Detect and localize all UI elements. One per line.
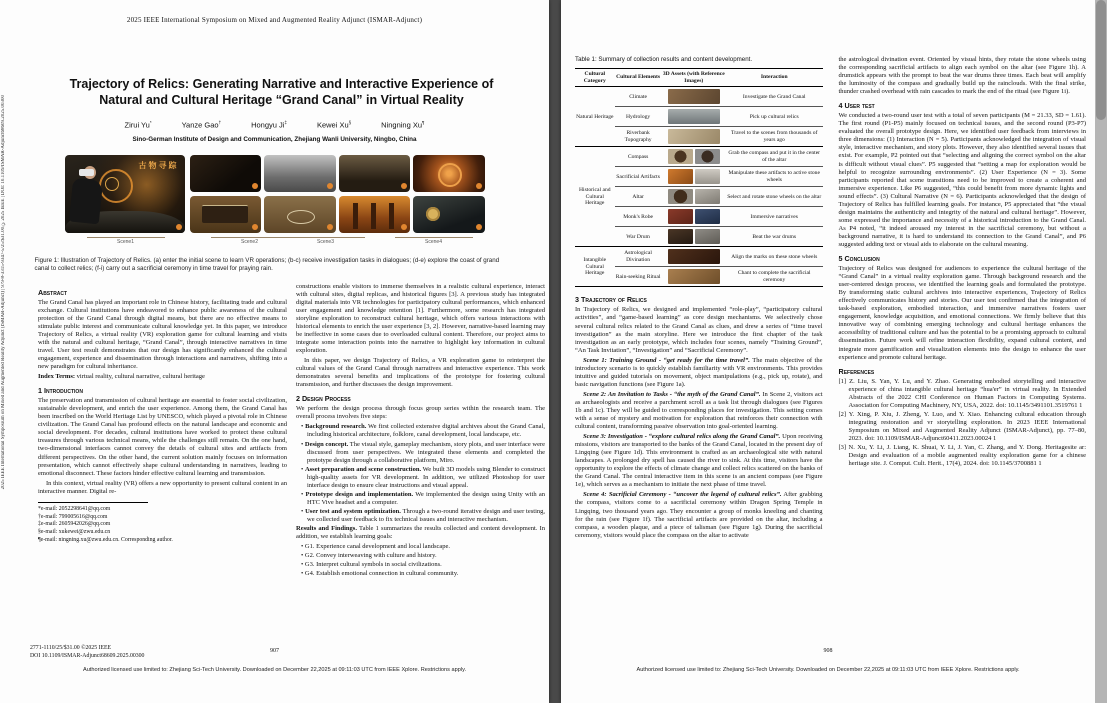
doi-line: DOI 10.1109/ISMAR-Adjunct68609.2025.00300 xyxy=(30,653,145,660)
table-row: Intangible Cultural Heritage Astrological Divination Align the marks on these stone wheels xyxy=(575,247,823,267)
asset-thumbnail xyxy=(668,149,693,164)
asset-thumbnail xyxy=(668,109,720,124)
asset-thumbnail xyxy=(695,189,720,204)
license-notice: Authorized licensed use limited to: Zhejiang Sci-Tech University. Downloaded on December 22,2025 at 09:11:03 UTC from IEEE Xplore. Restrictions apply. xyxy=(82,667,467,673)
abstract-heading: Abstract xyxy=(38,287,68,297)
running-header: 2025 IEEE International Symposium on Mixed and Augmented Reality Adjunct (ISMAR-Adjunct) xyxy=(126,16,423,24)
user-test-paragraph: We conducted a two-round user test with a total of seven participants (M = 21.33, SD = 1.61). The first round (P1-P5) mainly focused on technical issues, and the second round (P3-P7) evaluated the overall prototype design. Here, we identified user feedback from interviews in three dimensions: (1) Interaction (N = 5). Participants acknowledged the integration of visual style, interactive mechanism, and story plots. However, they also identified several issues that exist. For example, P2 pointed out that “selecting and aligning the correct symbol on the altar is difficult without visual clues”. P5 suggested that “setting a map for exploration would be helpful to recognize surrounding environments”. (2) User Experience (N = 3). Some participants reported that scene transitions need to be improved to create a coherent and immersive experience. Like P6 suggested, “this could benefit from more dynamic lights and sound effects”. (3) Cultural Narrative (N = 6). Participants acknowledged that the design of Trajectory of Relics has fulfilled learning goals. For instance, P5 appreciated that “the visual design maintains the authenticity and integrity of the natural and cultural heritage”. However, some expressed the importance and necessity of a historical introduction to the Grand Canal. As P4 noted, “it indeed aroused my interest in the sacrificial ceremony, but without a background narrative, it is hard to understand its connection to the Grand Canal”, and P6 suggested adding text or visual aids to elaborate on the cultural meaning. xyxy=(838,112,1086,248)
footnotes xyxy=(38,506,287,545)
figure-tile-c xyxy=(264,155,336,192)
footnote: †e-mail: 799005616@qq.com xyxy=(38,513,108,520)
footnote: ¶e-mail: ningning.xu@zwu.edu.cn. Corresponding author. xyxy=(38,537,173,543)
col-header: 3D Assets (with Reference Images) xyxy=(662,69,726,87)
table-row: Historical and Cultural Heritage Compass Grab the compass and put it in the center of the altar xyxy=(575,147,823,167)
subfigure-badge xyxy=(476,224,482,230)
reference-item: [1] Z. Liu, S. Yan, Y. Lu, and Y. Zhao. Generating embodied storytelling and interactive experience of china intangible cultural heritage “hua'er” in virtual reality. In Extended Abstracts of the 2022 CHI Conference on Human Factors in Computing Systems. Association for Computing Machinery, NY, USA, 2022. doi: 10.1145/3491101.3519761 1 xyxy=(838,377,1087,409)
orange-ring-graphic xyxy=(105,177,119,191)
contribution-paragraph: In this paper, we design Trajectory of Relics, a VR exploration game to reinterpret the cultural values of the Grand Canal through narratives and interactive experience. This work demonstrates several benefits and implications of the prototype for fostering cultural transmission, and further discusses the design improvement. xyxy=(296,357,545,389)
scene-label-3: Scene3 xyxy=(287,237,365,245)
related-paragraph: constructions enable visitors to immerse themselves in a realistic cultural experience, interact with cultural sites, digital replicas, and historical figures [3]. A previous study has integrated digital materials into VR technologies for participatory cultural performances, which enhanced user engagement and knowledge retention [1]. Furthermore, some research has integrated storyline exploration to reconstruct cultural heritage, which offers various interactions with historical elements to enrich the user experience [3, 2]. However, narrative-based learning may be ineffective in some cases due to overloaded cultural content. Therefore, our project aims to integrate some interaction points into the narrative to highlight key information in cultural exploration. xyxy=(296,282,545,355)
table-header-row xyxy=(575,69,823,87)
table-row: Sacrificial Artifacts Manipulate these artifacts to active stone wheels xyxy=(575,167,823,187)
reference-item: [2] Y. Xing, P. Xiu, J. Zheng, Y. Luo, and Y. Xiao. Enhancing cultural education through integrating restoration and vr storytelling exploration. In 2023 IEEE International Symposium on Mixed and Augmented Reality Adjunct (ISMAR-Adjunct), pp. 77–80, 2023. doi: 10.1109/ISMAR-Adjunct60411.2023.00024 1 xyxy=(838,410,1086,442)
abstract-text: The Grand Canal has played an important role in Chinese history, facilitating trade and cultural exchange. Cultural institutions have endeavored to enhance public awareness of the cultural protection of the Grand Canal through digital means, but there are no effective means to stimulate public interest and communicate cultural knowledge yet. In this paper, we introduce Trajectory of Relics, a virtual reality (VR) exploration game for cultural learning and visits with the natural and cultural heritage, “Grand Canal”, through interactive narratives in time travel. User test result demonstrates that our design has significantly enhanced the cultural engagement, experience and dissemination through interactions and narratives, shifting into a new paradigm for cultural inheritance. xyxy=(38,298,287,371)
asset-thumbnail xyxy=(668,209,693,224)
paper-title xyxy=(40,76,523,109)
figure-tile-h xyxy=(339,196,411,233)
design-intro: We perform the design process through focus group series within the research team. The overall process involves five steps: xyxy=(296,405,545,421)
page2-columns xyxy=(575,56,1086,542)
subfigure-badge xyxy=(401,183,407,189)
sidebar-copyright-text: 2025 IEEE International Symposium on Mixed and Augmented Reality Adjunct (ISMAR-Adjunct) | 979-8-3315-9347-5/25/$31.00 ©2025 IEEE | DOI: 10.1109/ISMAR-Adjunct68609.2025.00300 xyxy=(1,95,6,490)
page-number: 907 xyxy=(270,648,279,654)
figure-photo-a xyxy=(65,155,185,233)
author: Ningning Xu¶ xyxy=(381,119,425,129)
subfigure-badge xyxy=(476,183,482,189)
photo-overlay-text: 古物寻踪 xyxy=(138,161,179,170)
scrollbar-thumb[interactable] xyxy=(1096,0,1106,120)
learning-goal: • G4. Establish emotional connection in cultural community. xyxy=(301,570,459,578)
section-heading-introduction: 1 Introduction xyxy=(38,386,83,396)
figure-tile-e xyxy=(413,155,485,192)
scene-labels xyxy=(65,237,485,249)
asset-thumbnail xyxy=(668,229,693,244)
section-heading-design-process: 2 Design Process xyxy=(296,394,351,404)
paper-title-line2: Natural and Cultural Heritage “Grand Canal” in Virtual Reality xyxy=(99,93,464,108)
figure-tile-grid xyxy=(190,155,485,233)
intro-paragraph-1: The preservation and transmission of cultural heritage are essential to foster social civilization, sustainable development, and enrich the user experience. Among them, the Grand Canal has been inscribed on the World Heritage List by UNESCO, which played a pivotal role in Chinese civilization. The Grand Canal has profound effects on the natural landscape and economic and social development. For decades, cultural institutions have worked to protect these cultural treasures through various technical means, while the challenges still remain. On the one hand, two-dimensional interfaces cannot convey the details of cultural sites and artifacts from different perspectives. On the other hand, the current solution mainly focuses on information presentation, which cannot effectively shape cultural understanding in narratives, leading to emotional disconnect. These factors hinder effective cultural learning and transmission. xyxy=(38,397,287,477)
learning-goal: • G2. Convey interweaving with culture and history. xyxy=(301,552,437,560)
vr-headset xyxy=(79,169,94,176)
affiliation: Sino-German Institute of Design and Communication, Zhejiang Wanli University, Ningbo, China xyxy=(132,136,417,143)
learning-goals-list xyxy=(298,543,545,578)
figure-tile-f xyxy=(190,196,262,233)
footnote: ‡e-mail: 2605942026@qq.com xyxy=(38,521,111,528)
page1-column-left xyxy=(38,283,287,580)
scene-label-2: Scene2 xyxy=(211,237,289,245)
table-row: Hydrology Pick up cultural relics xyxy=(575,107,823,127)
design-step: • Prototype design and implementation. We implemented the design using Unity with an HTC Vive headset and a computer. xyxy=(301,490,545,506)
figure-tile-g xyxy=(264,196,336,233)
scene-1-paragraph: Scene 1: Training Ground - “get ready for the time travel”. The main objective of the introductory scenario is to quickly establish familiarity with VR environments. This provides intuitive and guided tutorials on movement, object manipulations (e.g., pick up, rotate), and basic navigation functions (see Figure 1a). xyxy=(575,356,823,388)
conclusion-paragraph: Trajectory of Relics was designed for audiences to experience the cultural heritage of the “Grand Canal” in a virtual reality exploration game. Through background research and the user-centered design process, we identified the learning goals and formulated the prototype. By transforming static cultural archives into interactive experiences, Trajectory of Relics effectively communicates history and stories. Our user test confirmed that the integration of task-based exploration, embodied interaction, and immersive narratives fosters user engagement, knowledge acquisition, and emotional connections. We firmly believe that this innovative way of combining emerging technology and cultural heritage enhances the accessibility of traditional culture and has the potential to be a promising approach to cultural dissemination. Future work will refine interaction flexibility, expand cultural content, and integrate more gamification and visualization elements into the design to enhance the user experience and promote cultural heritage. xyxy=(838,265,1086,361)
reference-item: [3] N. Xu, Y. Li, J. Liang, K. Shuai, Y. Li, J. Yan, C. Zhang, and Y. Dong. Heritagesite ar: Design and evaluation of a mobile augmented reality exploration game for a chinese heritage site. J. Comput. Cult. Herit., 17(4), 2024. doi: 10.1145/3700881 1 xyxy=(838,443,1086,468)
asset-thumbnail xyxy=(695,229,720,244)
asset-thumbnail xyxy=(695,149,720,164)
footnote-rule xyxy=(38,502,148,503)
page1-column-right xyxy=(296,283,545,580)
category-cell: Historical and Cultural Heritage xyxy=(575,147,615,247)
footnote: §e-mail: xukewei@zwu.edu.cn xyxy=(38,529,111,536)
scrollbar-track[interactable] xyxy=(1095,0,1107,703)
author: Yanze Gao† xyxy=(181,119,222,129)
table-1 xyxy=(575,68,823,287)
table-1-caption: Table 1: Summary of collection results and content development. xyxy=(575,56,753,63)
table-row: Altar Select and rotate stone wheels on the altar xyxy=(575,187,823,207)
scene-label-1: Scene1 xyxy=(87,237,165,245)
section-heading-user-test: 4 User test xyxy=(838,101,875,111)
design-steps-list xyxy=(298,423,545,524)
paper-page-1 xyxy=(0,0,549,703)
results-paragraph: Results and Findings. Table 1 summarizes the results collected and content development. In addition, we establish learning goals: xyxy=(296,524,546,541)
figure-tile-i xyxy=(413,196,485,233)
intro-paragraph-2: In this context, virtual reality (VR) offers a new opportunity to present cultural content in an interactive manner. Digital re- xyxy=(38,479,287,495)
section-heading-conclusion: 5 Conclusion xyxy=(838,254,880,264)
design-step: • User test and system optimization. Through a two-round iterative design and user testing, we collected user feedback to fix technical issues and interactive mechanism. xyxy=(301,507,546,523)
scene-4-paragraph: Scene 4: Sacrificial Ceremony - “uncover the legend of cultural relics”. After grabbing the compass, visitors come to a sacrificial ceremony within Dragon Spring Temple in Lingqing, two thousand years ago. They encounter a group of monks kneeling and chanting for the rain (see Figure 1f). The sacrificial artifacts are provided on the altar, including a compass, a wooden plaque, and a piece of talisman (see Figure 1g). During the sacrificial ceremony, visitors would place the compass on the altar to activate xyxy=(575,491,823,539)
design-step: • Design concept. The visual style, gameplay mechanism, story plots, and user interface were discussed from user perspectives. We integrated these elements and completed the prototype design through a collaborative platform, Miro. xyxy=(301,440,545,464)
scene-4-continuation: the astrological divination event. Oriented by visual hints, they rotate the stone wheels using the corresponding sacrificial artifacts to align each symbol on the altar (see Figure 1h). A drumstick appears with the prompt to beat the war drums three times. Each beat will amplify the luminosity of the compass and gradually build up the rainclouds. With the final strike, thunder crashed overhead with rain cascades to mark the end of the ritual (see Figure 1i). xyxy=(838,56,1086,96)
scene-label-4: Scene4 xyxy=(395,237,473,245)
paper-title-line1: Trajectory of Relics: Generating Narrative and Interactive Experience of xyxy=(69,77,494,91)
col-header: Cultural Category xyxy=(575,69,615,87)
asset-thumbnail xyxy=(695,169,720,184)
learning-goal: • G1. Experience canal development and local landscape. xyxy=(301,543,451,551)
index-terms: Index Terms: virtual reality, cultural narrative, cultural heritage xyxy=(38,373,205,381)
scene-2-paragraph: Scene 2: An Invitation to Tasks - “the myth of the Grand Canal”. In Scene 2, visitors act as archaeologists and receive a parchment scroll as a task list through dialogues (see Figures 1b and 1c). They will be guided to corresponding places for investigation. This setting comes with a sense of mystery and motivation for exploration that reinforces their connection with cultural content, transforming passive observation into goal-oriented learning. xyxy=(575,390,823,431)
table-row: Monk's Robe Immersive narratives xyxy=(575,207,823,227)
trajectory-intro: In Trajectory of Relics, we designed and implemented “role-play”, “participatory cultural activities”, and “game-based learning” as core design mechanisms. We selectively chose several cultural relics related to the Grand Canal as clues, and drew a series of “time travel investigation” as the main storyline. Here we introduce the first chapter of the task investigation as an early prototype, which includes four scenes, namely “Training Ground”, “An Task Invitation”, “Investigation” and “Sacrificial Ceremony”. xyxy=(575,306,823,354)
table-row: Riverbank Topography Travel to the scenes from thousands of years ago xyxy=(575,127,823,147)
author: Kewei Xu§ xyxy=(316,119,352,129)
figure-1 xyxy=(65,155,485,249)
section-heading-trajectory: 3 Trajectory of Relics xyxy=(575,295,647,305)
references-heading: References xyxy=(838,366,875,376)
author: Zirui Yu* xyxy=(124,119,152,129)
subfigure-badge xyxy=(401,224,407,230)
subfigure-badge xyxy=(327,224,333,230)
asset-thumbnail xyxy=(668,269,720,284)
figure-tile-d xyxy=(339,155,411,192)
page1-columns xyxy=(38,283,545,580)
figure-tile-b xyxy=(190,155,262,192)
page2-column-left xyxy=(575,56,823,542)
author: Hongyu Ji‡ xyxy=(251,119,287,129)
col-header: Cultural Elements xyxy=(615,69,662,87)
author-list xyxy=(0,120,549,130)
design-step: • Background research. We first collected extensive digital archives about the Grand Canal, including historical architecture, folklore, canal development, local landscape, etc. xyxy=(301,423,545,439)
asset-thumbnail xyxy=(668,89,720,104)
table-row: Rain-seeking Ritual Chant to complete the sacrificial ceremony xyxy=(575,267,823,287)
figure-1-caption: Figure 1: Illustration of Trajectory of Relics. (a) enter the initial scene to learn VR operations; (b-c) receive investigation tasks in dialogues; (d-e) explore the coast of grand canal to collect relics; (f-i) carry out a sacrificial ceremony in time travel for praying rain. xyxy=(34,257,500,273)
page2-column-right xyxy=(839,56,1087,542)
asset-thumbnail xyxy=(668,169,693,184)
asset-thumbnail xyxy=(668,249,720,264)
learning-goal: • G3. Interpret cultural symbols in social civilizations. xyxy=(301,561,442,569)
issn-line: 2771-1110/25/$31.00 ©2025 IEEE xyxy=(30,645,112,652)
subfigure-badge xyxy=(176,224,182,230)
subfigure-badge xyxy=(252,183,258,189)
design-step: • Asset preparation and scene construction. We built 3D models using Blender to construct high-quality assets for VR development. In addition, we utilized Photoshop for user interface design to ensure clear instructions and visual appeal. xyxy=(301,465,545,489)
asset-thumbnail xyxy=(668,189,693,204)
subfigure-badge xyxy=(327,183,333,189)
user-silhouette xyxy=(68,178,102,225)
asset-thumbnail xyxy=(668,129,720,144)
paper-page-2 xyxy=(561,0,1095,703)
category-cell: Natural Heritage xyxy=(575,87,615,147)
page-number: 908 xyxy=(823,648,833,654)
col-header: Interaction xyxy=(726,69,823,87)
scene-3-paragraph: Scene 3: Investigation - “explore cultural relics along the Grand Canal”. Upon receiving missions, visitors are transported to the banks of the Grand Canal, located in the present day of Lingqing (see Figure 1d). This environment is crafted as an archaeological site with natural landscapes. A prolonged dry spell has caused the river to sink. At this time, visitors have the opportunity to explore the effects of climate change and collect relics scattered on the banks of the Grand Canal. The central interactive item in this scene is an ancient compass (see Figure 1e), which serves as a mechanism to initiate the next phase of time travel. xyxy=(575,433,823,489)
table-row: War Drum Beat the war drums xyxy=(575,227,823,247)
category-cell: Intangible Cultural Heritage xyxy=(575,247,615,287)
footnote: *e-mail: 2052298641@qq.com xyxy=(38,505,111,512)
table-row: Natural Heritage Climate Investigate the Grand Canal xyxy=(575,87,823,107)
subfigure-badge xyxy=(252,224,258,230)
license-notice: Authorized licensed use limited to: Zhejiang Sci-Tech University. Downloaded on December 22,2025 at 09:11:03 UTC from IEEE Xplore. Restrictions apply. xyxy=(636,667,1020,673)
asset-thumbnail xyxy=(695,209,720,224)
